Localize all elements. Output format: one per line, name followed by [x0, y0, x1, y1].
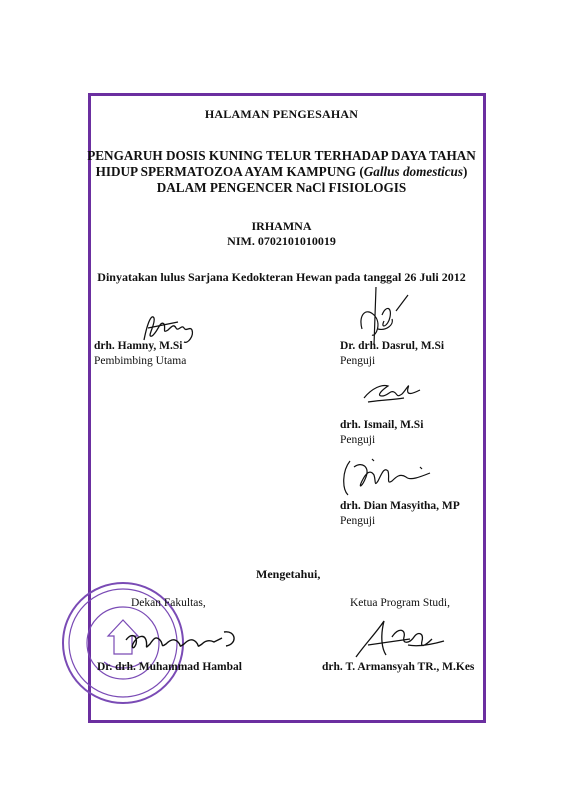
acknowledged-label: Mengetahui,	[256, 567, 321, 581]
dean-signature	[122, 618, 242, 658]
examiner3-role: Penguji	[340, 515, 376, 527]
author-block	[0, 219, 563, 249]
author-name: IRHAMNA	[251, 219, 312, 233]
title-line-2: HIDUP SPERMATOZOA AYAM KAMPUNG (Gallus domesticus)	[95, 164, 468, 179]
examiner1-name: Dr. drh. Dasrul, M.Si	[340, 340, 445, 352]
thesis-title	[0, 148, 563, 196]
program-head-role: Ketua Program Studi,	[350, 597, 450, 609]
program-head-name: drh. T. Armansyah TR., M.Kes	[322, 661, 475, 673]
examiner1-role: Penguji	[340, 355, 376, 367]
examiner3-name: drh. Dian Masyitha, MP	[340, 500, 460, 512]
supervisor-name: drh. Hamny, M.Si	[94, 340, 183, 352]
program-head-signature	[352, 615, 452, 663]
page-heading: HALAMAN PENGESAHAN	[204, 107, 359, 121]
supervisor-role: Pembimbing Utama	[94, 355, 187, 367]
title-line-3: DALAM PENGENCER NaCl FISIOLOGIS	[156, 180, 407, 195]
dean-role: Dekan Fakultas,	[131, 597, 206, 609]
examiner2-role: Penguji	[340, 434, 376, 446]
species-name: Gallus domesticus	[363, 164, 464, 179]
declaration-text: Dinyatakan lulus Sarjana Kedokteran Hewan pada tanggal 26 Juli 2012	[97, 270, 466, 284]
title-line-1: PENGARUH DOSIS KUNING TELUR TERHADAP DAYA TAHAN	[87, 148, 476, 163]
dean-name: Dr. drh. Muhammad Hambal	[97, 661, 242, 673]
examiner2-name: drh. Ismail, M.Si	[340, 419, 424, 431]
author-nim: NIM. 0702101010019	[227, 234, 336, 248]
examiner2-signature	[362, 378, 422, 406]
examiner3-signature	[340, 455, 440, 500]
